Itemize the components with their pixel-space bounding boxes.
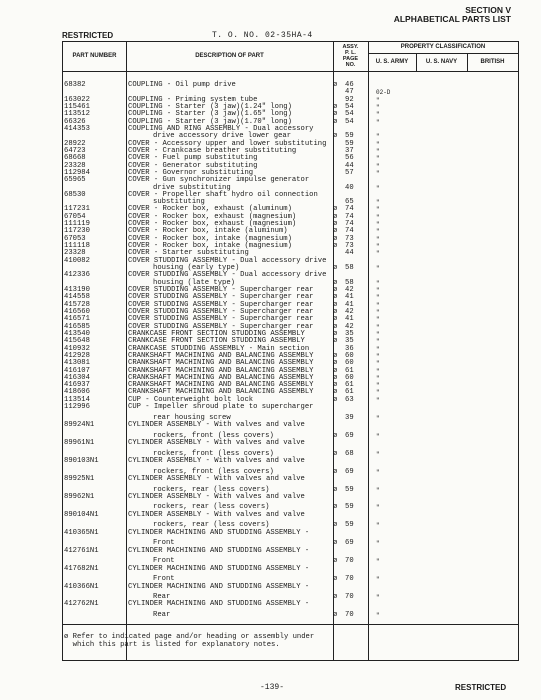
army-classification: " <box>376 450 380 458</box>
reference-mark: ø <box>333 611 338 619</box>
part-number: 410082 <box>64 256 90 265</box>
reference-mark: ø <box>333 103 338 111</box>
army-classification: " <box>376 594 380 602</box>
part-description: CRANKSHAFT MACHINING AND BALANCING ASSEMBLY <box>128 351 314 360</box>
part-number: 418606 <box>64 388 90 397</box>
restricted-label-top: RESTRICTED <box>62 31 114 40</box>
part-number: 68530 <box>64 190 86 199</box>
part-description: housing (early type) <box>153 264 240 272</box>
part-description: CYLINDER ASSEMBLY - With valves and valve <box>128 474 305 483</box>
assy-page-number: 39 <box>345 413 354 422</box>
part-description: COVER - Propeller shaft hydro oil connection <box>128 190 318 199</box>
assy-page-number: 92 <box>345 95 354 104</box>
assy-page-number: 41 <box>345 315 354 324</box>
assy-page-number: 59 <box>345 503 354 512</box>
part-description: CYLINDER MACHINING AND STUDDING ASSEMBLY - <box>128 564 310 573</box>
assy-page-number: 47 <box>345 88 354 97</box>
reference-mark: ø <box>333 110 338 119</box>
part-description: COVER - Rocker box, exhaust (magnesium) <box>128 220 297 229</box>
part-description: COVER STUDDING ASSEMBLY - Dual accessory drive <box>128 256 327 265</box>
assy-page-number: 68 <box>345 449 354 458</box>
part-description: CRANKSHAFT MACHINING AND BALANCING ASSEMBLY <box>128 381 314 390</box>
reference-mark: ø <box>333 300 338 309</box>
assy-page-number: 42 <box>345 307 354 316</box>
part-description: COVER - Governor substituting <box>128 168 254 177</box>
assy-page-number: 58 <box>345 264 354 272</box>
part-number: 68382 <box>64 81 86 89</box>
part-number: 416560 <box>64 307 90 316</box>
part-description: COUPLING - Starter (3 jaw)(1.70" long) <box>128 117 292 126</box>
assy-page-number: 69 <box>345 467 354 476</box>
part-number: 117230 <box>64 227 90 236</box>
part-number: 28922 <box>64 139 86 148</box>
footnote: ø Refer to indicated page and/or heading or assembly under which this part is listed for explanatory notes. <box>64 633 315 649</box>
part-description: CRANKSHAFT MACHINING AND BALANCING ASSEMBLY <box>128 366 314 375</box>
part-number: 416304 <box>64 373 90 382</box>
assy-page-number: 54 <box>345 117 354 126</box>
part-number: 68668 <box>64 154 86 163</box>
part-number: 111119 <box>64 220 90 229</box>
army-classification: " <box>376 287 380 294</box>
assy-page-number: 41 <box>345 293 354 302</box>
assy-page-number: 61 <box>345 381 354 390</box>
reference-mark: ø <box>333 557 338 566</box>
part-description: COUPLING - Oil pump drive <box>128 81 236 89</box>
part-number: 414558 <box>64 293 90 302</box>
army-classification: " <box>376 104 380 111</box>
part-description: COUPLING - Starter (3 jaw)(1.24" long) <box>128 103 292 111</box>
reference-mark: ø <box>333 359 338 368</box>
part-description: CRANKSHAFT MACHINING AND BALANCING ASSEMBLY <box>128 359 314 368</box>
part-number: 415728 <box>64 300 90 309</box>
part-description: CYLINDER ASSEMBLY - With valves and valve <box>128 492 305 501</box>
reference-mark: ø <box>333 329 338 338</box>
part-description: COVER STUDDING ASSEMBLY - Supercharger rear <box>128 300 314 309</box>
part-number: 117231 <box>64 205 90 214</box>
part-description: COVER STUDDING ASSEMBLY - Dual accessory drive <box>128 271 327 280</box>
part-number: 89924N1 <box>64 421 95 429</box>
assy-page-number: 74 <box>345 220 354 229</box>
part-description: COVER - Rocker box, intake (magnesium) <box>128 242 292 250</box>
part-description: drive accessory drive lower gear <box>153 132 292 141</box>
part-number: 113514 <box>64 395 90 404</box>
part-description: rockers, rear (less covers) <box>153 521 270 530</box>
part-description: CUP - Counterweight bolt lock <box>128 395 254 404</box>
assy-page-number: 57 <box>345 168 354 177</box>
part-number: 416107 <box>64 366 90 375</box>
reference-mark: ø <box>333 388 338 397</box>
header-british: BRITISH <box>480 59 505 65</box>
reference-mark: ø <box>333 220 338 229</box>
assy-page-number: 73 <box>345 242 354 250</box>
section-label: SECTION V <box>465 5 511 15</box>
army-classification: " <box>376 111 380 119</box>
reference-mark: ø <box>333 351 338 360</box>
army-classification: " <box>376 414 380 422</box>
army-classification: " <box>376 308 380 316</box>
part-description: CYLINDER MACHINING AND STUDDING ASSEMBLY - <box>128 582 310 591</box>
army-classification: 02-D <box>376 89 391 97</box>
assy-page-number: 46 <box>345 81 354 89</box>
assy-page-number: 41 <box>345 300 354 309</box>
assy-page-number: 56 <box>345 154 354 163</box>
part-description: COVER STUDDING ASSEMBLY - Supercharger rear <box>128 293 314 302</box>
part-number: 89925N1 <box>64 474 95 483</box>
army-classification: " <box>376 612 380 619</box>
army-classification: " <box>376 206 380 214</box>
army-classification: " <box>376 576 380 584</box>
part-number: 163022 <box>64 95 90 104</box>
header-description: DESCRIPTION OF PART <box>195 53 264 59</box>
part-description: COVER STUDDING ASSEMBLY - Supercharger rear <box>128 315 314 324</box>
part-number: 413540 <box>64 329 90 338</box>
reference-mark: ø <box>333 381 338 390</box>
part-description: COVER - Rocker box, exhaust (aluminum) <box>128 205 292 214</box>
army-classification: " <box>376 162 380 170</box>
army-classification: " <box>376 235 380 243</box>
army-classification: " <box>376 133 380 141</box>
army-classification: " <box>376 432 380 440</box>
part-description: COUPLING AND RING ASSEMBLY - Dual accessory <box>128 124 314 133</box>
part-description: COUPLING - Starter (3 jaw)(1.65" long) <box>128 110 292 119</box>
part-description: CYLINDER ASSEMBLY - With valves and valve <box>128 439 305 447</box>
part-number: 413081 <box>64 359 90 368</box>
army-classification: " <box>376 228 380 236</box>
part-number: 416571 <box>64 315 90 324</box>
part-number: 23328 <box>64 161 86 170</box>
reference-mark: ø <box>333 293 338 302</box>
part-description: COVER - Gun synchronizer impulse generator <box>128 176 310 185</box>
reference-mark: ø <box>333 337 338 346</box>
assy-page-number: 69 <box>345 431 354 440</box>
army-classification: " <box>376 316 380 324</box>
reference-mark: ø <box>333 373 338 382</box>
part-number: 412928 <box>64 351 90 360</box>
part-number: 415648 <box>64 337 90 346</box>
assy-page-number: 70 <box>345 611 354 619</box>
assy-page-number: 58 <box>345 278 354 287</box>
part-number: 416937 <box>64 381 90 390</box>
part-description: COUPLING - Priming system tube <box>128 95 258 104</box>
part-number: 410365N1 <box>64 528 99 537</box>
army-classification: " <box>376 265 380 272</box>
part-description: COVER - Generator substituting <box>128 161 258 170</box>
army-classification: " <box>376 250 380 258</box>
reference-mark: ø <box>333 117 338 126</box>
part-description: CUP - Impeller shroud plate to supercharger <box>128 403 314 412</box>
assy-page-number: 74 <box>345 212 354 221</box>
reference-mark: ø <box>333 242 338 250</box>
part-number: 65965 <box>64 176 86 185</box>
part-number: 115461 <box>64 103 90 111</box>
assy-page-number: 36 <box>345 344 354 353</box>
part-description: COVER - Starter substituting <box>128 249 249 258</box>
assy-page-number: 60 <box>345 351 354 360</box>
reference-mark: ø <box>333 467 338 476</box>
part-description: CRANKCASE FRONT SECTION STUDDING ASSEMBLY <box>128 329 305 338</box>
part-description: Rear <box>153 611 171 619</box>
army-classification: " <box>376 169 380 177</box>
part-description: CYLINDER ASSEMBLY - With valves and valve <box>128 510 305 519</box>
reference-mark: ø <box>333 315 338 324</box>
army-classification: " <box>376 389 380 397</box>
assy-page-number: 59 <box>345 139 354 148</box>
army-classification: " <box>376 352 380 360</box>
assy-page-number: 74 <box>345 205 354 214</box>
reference-mark: ø <box>333 205 338 214</box>
reference-mark: ø <box>333 485 338 494</box>
part-description: rockers, front (less covers) <box>153 449 274 458</box>
header-property-classification: PROPERTY CLASSIFICATION <box>400 44 486 50</box>
army-classification: " <box>376 382 380 390</box>
assy-page-number: 54 <box>345 110 354 119</box>
reference-mark: ø <box>333 264 338 272</box>
army-classification: " <box>376 243 380 250</box>
assy-page-number: 70 <box>345 593 354 602</box>
reference-mark: ø <box>333 81 338 89</box>
part-description: CRANKCASE FRONT SECTION STUDDING ASSEMBLY <box>128 337 305 346</box>
header-us-army: U. S. ARMY <box>375 59 409 65</box>
assy-page-number: 74 <box>345 227 354 236</box>
part-description: rear housing screw <box>153 413 231 422</box>
army-classification: " <box>376 184 380 192</box>
army-classification: " <box>376 374 380 382</box>
reference-mark: ø <box>333 503 338 512</box>
army-classification: " <box>376 155 380 163</box>
army-classification: " <box>376 213 380 221</box>
assy-page-number: 60 <box>345 359 354 368</box>
part-description: rockers, rear (less covers) <box>153 485 270 494</box>
reference-mark: ø <box>333 278 338 287</box>
part-number: 412761N1 <box>64 546 99 555</box>
reference-mark: ø <box>333 395 338 404</box>
part-description: CRANKCASE STUDDING ASSEMBLY - Main section <box>128 344 310 353</box>
part-number: 890104N1 <box>64 510 99 519</box>
part-description: rockers, front (less covers) <box>153 467 274 476</box>
part-number: 111118 <box>64 242 90 250</box>
assy-page-number: 70 <box>345 557 354 566</box>
part-description: Front <box>153 575 175 584</box>
part-number: 416585 <box>64 322 90 331</box>
part-number: 410366N1 <box>64 582 99 591</box>
reference-mark: ø <box>333 593 338 602</box>
part-number: 67054 <box>64 212 86 221</box>
part-number: 413190 <box>64 286 90 294</box>
reference-mark: ø <box>333 366 338 375</box>
army-classification: " <box>376 118 380 126</box>
reference-mark: ø <box>333 227 338 236</box>
army-classification: " <box>376 330 380 338</box>
part-number: 64723 <box>64 146 86 155</box>
assy-page-number: 35 <box>345 337 354 346</box>
assy-page-number: 44 <box>345 161 354 170</box>
part-description: CYLINDER ASSEMBLY - With valves and valve <box>128 456 305 465</box>
part-number: 412762N1 <box>64 600 99 609</box>
part-description: COVER STUDDING ASSEMBLY - Supercharger rear <box>128 322 314 331</box>
reference-mark: ø <box>333 521 338 530</box>
reference-mark: ø <box>333 431 338 440</box>
header-us-navy: U. S. NAVY <box>425 59 458 65</box>
army-classification: " <box>376 522 380 530</box>
assy-page-number: 59 <box>345 132 354 141</box>
army-classification: " <box>376 367 380 375</box>
assy-page-number: 35 <box>345 329 354 338</box>
army-classification: " <box>376 540 380 548</box>
page-number: -139- <box>260 683 285 692</box>
list-title: ALPHABETICAL PARTS LIST <box>393 14 511 24</box>
part-description: CYLINDER MACHINING AND STUDDING ASSEMBLY - <box>128 600 310 609</box>
reference-mark: ø <box>333 286 338 294</box>
army-classification: " <box>376 504 380 512</box>
army-classification: " <box>376 199 380 207</box>
reference-mark: ø <box>333 212 338 221</box>
assy-page-number: 63 <box>345 395 354 404</box>
army-classification: " <box>376 294 380 302</box>
part-description: drive substituting <box>153 183 231 192</box>
assy-page-number: 60 <box>345 373 354 382</box>
assy-page-number: 44 <box>345 249 354 258</box>
part-number: 112984 <box>64 168 90 177</box>
part-number: 89962N1 <box>64 492 95 501</box>
assy-page-number: 59 <box>345 521 354 530</box>
part-description: CRANKSHAFT MACHINING AND BALANCING ASSEMBLY <box>128 373 314 382</box>
part-description: COVER - Accessory upper and lower substituting <box>128 139 327 148</box>
assy-page-number: 73 <box>345 234 354 243</box>
reference-mark: ø <box>333 539 338 548</box>
assy-page-number: 54 <box>345 103 354 111</box>
army-classification: " <box>376 279 380 287</box>
army-classification: " <box>376 301 380 309</box>
part-number: 414353 <box>64 124 90 133</box>
part-number: 66326 <box>64 117 86 126</box>
part-number: 410932 <box>64 344 90 353</box>
part-number: 112996 <box>64 403 90 412</box>
army-classification: " <box>376 486 380 494</box>
part-description: CYLINDER MACHINING AND STUDDING ASSEMBLY - <box>128 546 310 555</box>
army-classification: " <box>376 323 380 331</box>
part-description: COVER STUDDING ASSEMBLY - Supercharger rear <box>128 307 314 316</box>
army-classification: " <box>376 147 380 155</box>
part-description: Front <box>153 539 175 548</box>
part-description: substituting <box>153 198 205 207</box>
reference-mark: ø <box>333 132 338 141</box>
assy-page-number: 42 <box>345 322 354 331</box>
assy-page-number: 70 <box>345 575 354 584</box>
reference-mark: ø <box>333 575 338 584</box>
army-classification: " <box>376 96 380 104</box>
army-classification: " <box>376 338 380 346</box>
assy-page-number: 59 <box>345 485 354 494</box>
part-description: rockers, rear (less covers) <box>153 503 270 512</box>
part-number: 23328 <box>64 249 86 258</box>
assy-page-number: 42 <box>345 286 354 294</box>
reference-mark: ø <box>333 234 338 243</box>
part-number: 412336 <box>64 271 90 280</box>
assy-page-number: 37 <box>345 146 354 155</box>
to-number: T. O. NO. 02-35HA-4 <box>212 31 313 40</box>
part-description: housing (late type) <box>153 278 235 287</box>
header-part-number: PART NUMBER <box>72 53 117 59</box>
part-description: Front <box>153 557 175 566</box>
army-classification: " <box>376 345 380 353</box>
assy-page-number: 61 <box>345 388 354 397</box>
army-classification: " <box>376 221 380 229</box>
assy-page-number: 65 <box>345 198 354 207</box>
army-classification: " <box>376 468 380 476</box>
part-number: 890103N1 <box>64 456 99 465</box>
part-description: Rear <box>153 593 171 602</box>
part-description: CYLINDER ASSEMBLY - With valves and valve <box>128 421 305 429</box>
part-description: CRANKSHAFT MACHINING AND BALANCING ASSEMBLY <box>128 388 314 397</box>
part-description: rockers, front (less covers) <box>153 431 274 440</box>
part-number: 417682N1 <box>64 564 99 573</box>
reference-mark: ø <box>333 322 338 331</box>
assy-page-number: 61 <box>345 366 354 375</box>
part-description: COVER - Fuel pump substituting <box>128 154 258 163</box>
part-number: 89961N1 <box>64 439 95 447</box>
reference-mark: ø <box>333 449 338 458</box>
part-description: COVER STUDDING ASSEMBLY - Supercharger rear <box>128 286 314 294</box>
part-number: 67053 <box>64 234 86 243</box>
part-description: COVER - Rocker box, intake (aluminum) <box>128 227 288 236</box>
part-description: CYLINDER MACHINING AND STUDDING ASSEMBLY - <box>128 528 310 537</box>
part-description: COVER - Rocker box, exhaust (magnesium) <box>128 212 297 221</box>
part-description: COVER - Crankcase breather substituting <box>128 146 297 155</box>
part-number: 113512 <box>64 110 90 119</box>
army-classification: " <box>376 396 380 404</box>
section-heading <box>394 6 511 24</box>
assy-page-number: 69 <box>345 539 354 548</box>
restricted-label-bottom: RESTRICTED <box>455 683 507 692</box>
reference-mark: ø <box>333 307 338 316</box>
army-classification: " <box>376 140 380 148</box>
assy-page-number: 40 <box>345 183 354 192</box>
army-classification: " <box>376 558 380 566</box>
army-classification: " <box>376 360 380 368</box>
header-assy-pl-page: ASSY. P. L. PAGE NO. <box>342 44 359 68</box>
part-description: COVER - Rocker box, intake (magnesium) <box>128 234 292 243</box>
